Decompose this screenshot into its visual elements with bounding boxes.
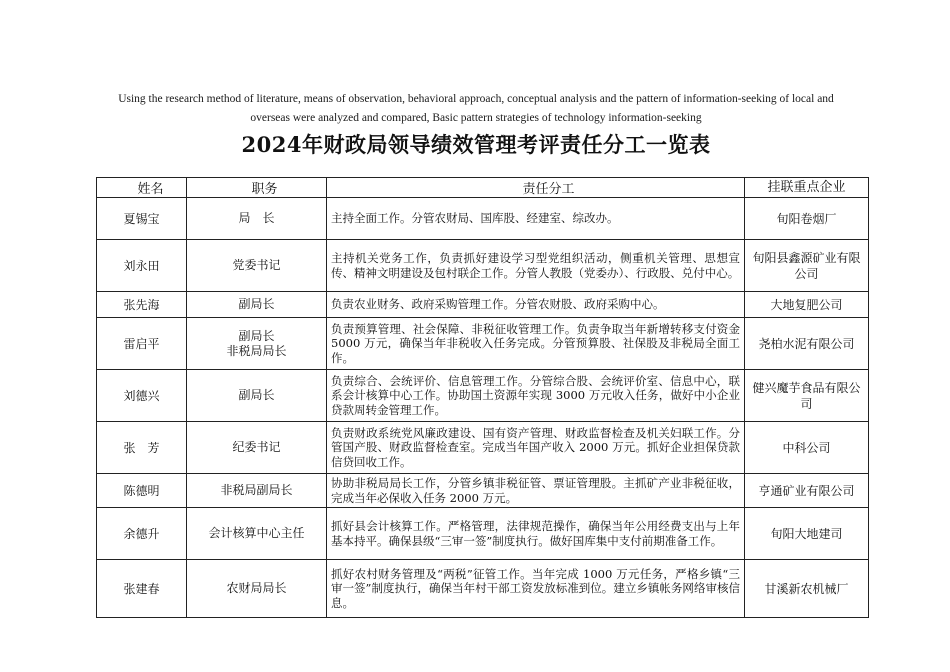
abstract-line-1: Using the research method of literature, means of observation, behavioral approach, conceptual analysis and the pattern of information-seeking of local and: [118, 93, 834, 105]
table-row: [97, 474, 869, 508]
cell-name: 刘德兴: [97, 370, 187, 422]
cell-name: 雷启平: [97, 318, 187, 370]
table-row: [97, 560, 869, 618]
header-company: 挂联重点企业: [745, 178, 869, 198]
cell-duty: 抓好县会计核算工作。严格管理，法律规范操作，确保当年公用经费支出与上年基本持平。确保县级“三审一签”制度执行。做好国库集中支付前期准备工作。: [327, 508, 745, 560]
position-line: 副局长: [238, 297, 275, 311]
position-line: 非税局局长: [226, 343, 287, 358]
cell-company: 中科公司: [745, 422, 869, 474]
position-line: 局 长: [238, 211, 275, 225]
position-line: 副局长: [238, 388, 275, 402]
header-position: 职务: [187, 178, 327, 198]
position-line: 农财局局长: [226, 581, 287, 595]
cell-company: 尧柏水泥有限公司: [745, 318, 869, 370]
cell-duty: 抓好农村财务管理及“两税”征管工作。当年完成 1000 万元任务，严格乡镇“三审一签”制度执行，确保当年村干部工资发放标准到位。建立乡镇帐务网络审核信息。: [327, 560, 745, 618]
cell-name: 刘永田: [97, 240, 187, 292]
cell-duty: 负责农业财务、政府采购管理工作。分管农财股、政府采购中心。: [327, 292, 745, 318]
cell-duty: 负责财政系统党风廉政建设、国有资产管理、财政监督检查及机关妇联工作。分管国产股、财政监督检查室。完成当年国产收入 2000 万元。抓好企业担保贷款信贷回收工作。: [327, 422, 745, 474]
position-line: 副局长: [238, 328, 275, 343]
cell-duty: 负责综合、会统评价、信息管理工作。分管综合股、会统评价室、信息中心，联系会计核算中心工作。协助国土资源年实现 3000 万元收入任务，做好中小企业贷款周转金管理工作。: [327, 370, 745, 422]
cell-company: 甘溪新农机械厂: [745, 560, 869, 618]
cell-name: 陈德明: [97, 474, 187, 508]
cell-company: 健兴魔芋食品有限公司: [745, 370, 869, 422]
table-body: [97, 198, 869, 618]
cell-duty: 主持全面工作。分管农财局、国库股、经建室、综改办。: [327, 198, 745, 240]
cell-position: [187, 240, 327, 292]
header-duty: 责任分工: [327, 178, 745, 198]
abstract-text: [96, 90, 856, 128]
cell-company: 旬阳卷烟厂: [745, 198, 869, 240]
document-title: 2024年财政局领导绩效管理考评责任分工一览表: [241, 132, 711, 157]
table-row: [97, 240, 869, 292]
cell-duty: 负责预算管理、社会保障、非税征收管理工作。负责争取当年新增转移支付资金 5000 万元，确保当年非税收入任务完成。分管预算股、社保股及非税局全面工作。: [327, 318, 745, 370]
cell-company: 旬阳大地建司: [745, 508, 869, 560]
table-row: [97, 370, 869, 422]
table-header-row: [97, 178, 869, 198]
position-line: 非税局副局长: [220, 483, 293, 497]
cell-position: [187, 508, 327, 560]
cell-name: 张建春: [97, 560, 187, 618]
position-line: 纪委书记: [232, 440, 281, 454]
cell-name: 夏锡宝: [97, 198, 187, 240]
position-line: 会计核算中心主任: [208, 526, 305, 540]
table-row: [97, 422, 869, 474]
cell-position: [187, 560, 327, 618]
table-row: [97, 318, 869, 370]
table-row: [97, 198, 869, 240]
abstract-line-2: overseas were analyzed and compared, Basic pattern strategies of technology information-seeking: [250, 112, 702, 124]
cell-position: [187, 370, 327, 422]
cell-company: 大地复肥公司: [745, 292, 869, 318]
cell-position: [187, 422, 327, 474]
cell-company: 旬阳县鑫源矿业有限公司: [745, 240, 869, 292]
cell-position: [187, 292, 327, 318]
cell-position: [187, 318, 327, 370]
table-row: [97, 508, 869, 560]
cell-name: 张先海: [97, 292, 187, 318]
position-line: 党委书记: [232, 258, 281, 272]
cell-position: [187, 198, 327, 240]
cell-name: 张 芳: [97, 422, 187, 474]
cell-duty: 协助非税局局长工作，分管乡镇非税征管、票证管理股。主抓矿产业非税征收，完成当年必保收入任务 2000 万元。: [327, 474, 745, 508]
cell-company: 亨通矿业有限公司: [745, 474, 869, 508]
table-row: [97, 292, 869, 318]
cell-duty: 主持机关党务工作，负责抓好建设学习型党组织活动，侧重机关管理、思想宣传、精神文明建设及包村联企工作。分管人教股（党委办）、行政股、兑付中心。: [327, 240, 745, 292]
cell-name: 余德升: [97, 508, 187, 560]
cell-position: [187, 474, 327, 508]
header-name: 姓名: [97, 178, 187, 198]
responsibility-table: [96, 177, 869, 618]
